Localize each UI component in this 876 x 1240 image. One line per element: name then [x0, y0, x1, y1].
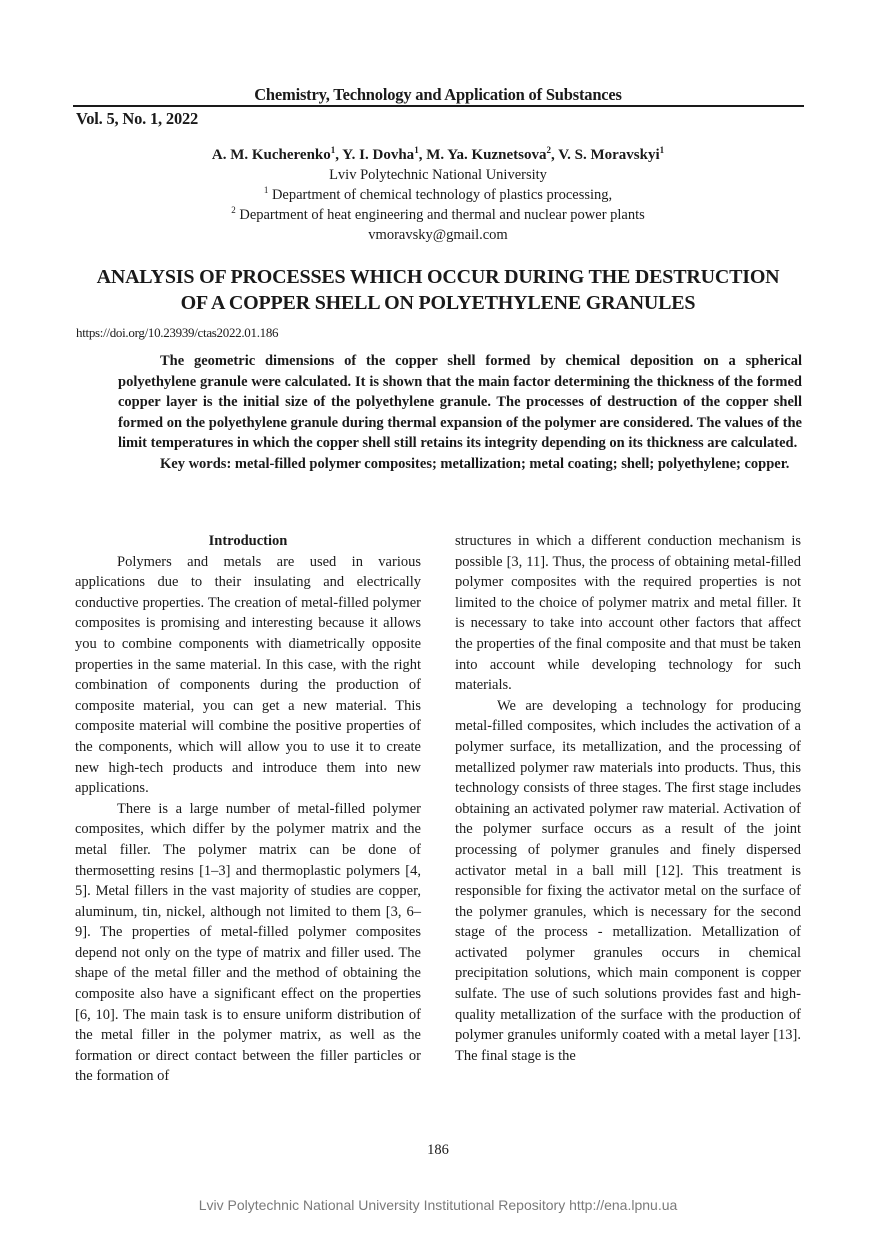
article-title: ANALYSIS OF PROCESSES WHICH OCCUR DURING THE DESTRUCTION OF A COPPER SHELL ON POLYETHYLENE GRANULES — [96, 266, 780, 314]
repository-footer: Lviv Polytechnic National University Institutional Repository http://ena.lpnu.ua — [198, 1197, 678, 1213]
author-email[interactable]: vmoravsky@gmail.com — [368, 227, 508, 243]
author: V. S. Moravskyi$^1$ — [558, 145, 665, 163]
author-block — [0, 145, 876, 245]
volume-issue: Vol. 5, No. 1, 2022 — [76, 109, 199, 128]
keywords: Key words: metal-filled polymer composites; metallization; metal coating; shell; polyethylene; copper. — [160, 455, 790, 472]
department-2: $^2$ Department of heat engineering and thermal and nuclear power plants — [231, 205, 645, 223]
doi-link[interactable]: https://doi.org/10.23939/ctas2022.01.186 — [76, 325, 279, 340]
paragraph: There is a large number of metal-filled polymer composites, which differ by the polymer matrix and the metal filler. The polymer matrix can be done of thermosetting resins [1–3] and thermoplastic polymers [4, 5]. Metal fillers in the vast majority of studies are copper, aluminum, tin, nickel, although not limited to them [3, 6–9]. The properties of metal-filled polymer composites depend not only on the type of matrix and filler used. The shape of the metal filler and the method of obtaining the composite also have a significant effect on the properties [6, 10]. The main task is to ensure uniform distribution of the metal filler in the polymer matrix, as well as the formation or direct contact between the filler particles or the formation of — [75, 800, 421, 1085]
university: Lviv Polytechnic National University — [329, 167, 547, 183]
paragraph-continuation: structures in which a different conduction mechanism is possible [3, 11]. Thus, the process of obtaining metal-filled polymer composites with the required properties is not limited to the choice of polymer matrix and metal filler. It is necessary to take into account other factors that affect the properties of the final composite and that must be taken into account while developing technology for such materials. — [455, 533, 801, 694]
paragraph: Polymers and metals are used in various applications due to their insulating and electrically conductive properties. The creation of metal-filled polymer composites is promising and interesting because it allows you to combine components with diametrically opposite properties in the same material. In this case, with the right combination of components during the production of composite material, you can get a new material. This composite material will combine the positive properties of the components, which will allow you to use it to create new high-tech products and introduce them into new applications. — [75, 553, 421, 797]
journal-title: Chemistry, Technology and Application of Substances — [254, 85, 622, 104]
abstract — [118, 351, 802, 475]
page-number: 186 — [427, 1142, 449, 1158]
header-rule — [73, 105, 804, 107]
author: M. Ya. Kuznetsova$^2$, — [426, 145, 559, 163]
author: A. M. Kucherenko$^1$, — [211, 145, 343, 163]
abstract-text: The geometric dimensions of the copper shell formed by chemical deposition on a spherical polyethylene granule were calculated. It is shown that the main factor determining the thickness of the formed copper layer is the initial size of the polyethylene granule. The processes of destruction of the copper shell formed on the polyethylene granule during thermal expansion of the polymer are considered. The values of the limit temperatures in which the copper shell still retains its integrity depending on its thickness are calculated. — [118, 353, 802, 452]
right-column — [455, 531, 801, 1066]
paragraph: We are developing a technology for producing metal-filled composites, which includes the activation of a polymer surface, its metallization, and the processing of metallized polymer raw materials into products. Thus, this technology consists of three stages. The first stage includes obtaining an activated polymer raw material. Activation of the polymer surface occurs as a result of the joint processing of polymer granules and finely dispersed activator metal in a ball mill [12]. This treatment is responsible for fixing the activator metal on the surface of the polymer granules, which is necessary for the second stage of the process - metallization. Metallization of activated polymer granules occurs in chemical precipitation solutions, which main component is copper sulfate. The use of such solutions provides fast and high-quality metallization of the surface with the production of polymer granules uniformly coated with a metal layer [13]. The final stage is the — [455, 697, 801, 1064]
section-heading: Introduction — [208, 533, 288, 549]
author: Y. I. Dovha$^1$, — [342, 145, 427, 163]
department-1: $^1$ Department of chemical technology of plastics processing, — [263, 185, 613, 203]
author-list — [0, 145, 876, 165]
left-column — [75, 531, 421, 1087]
